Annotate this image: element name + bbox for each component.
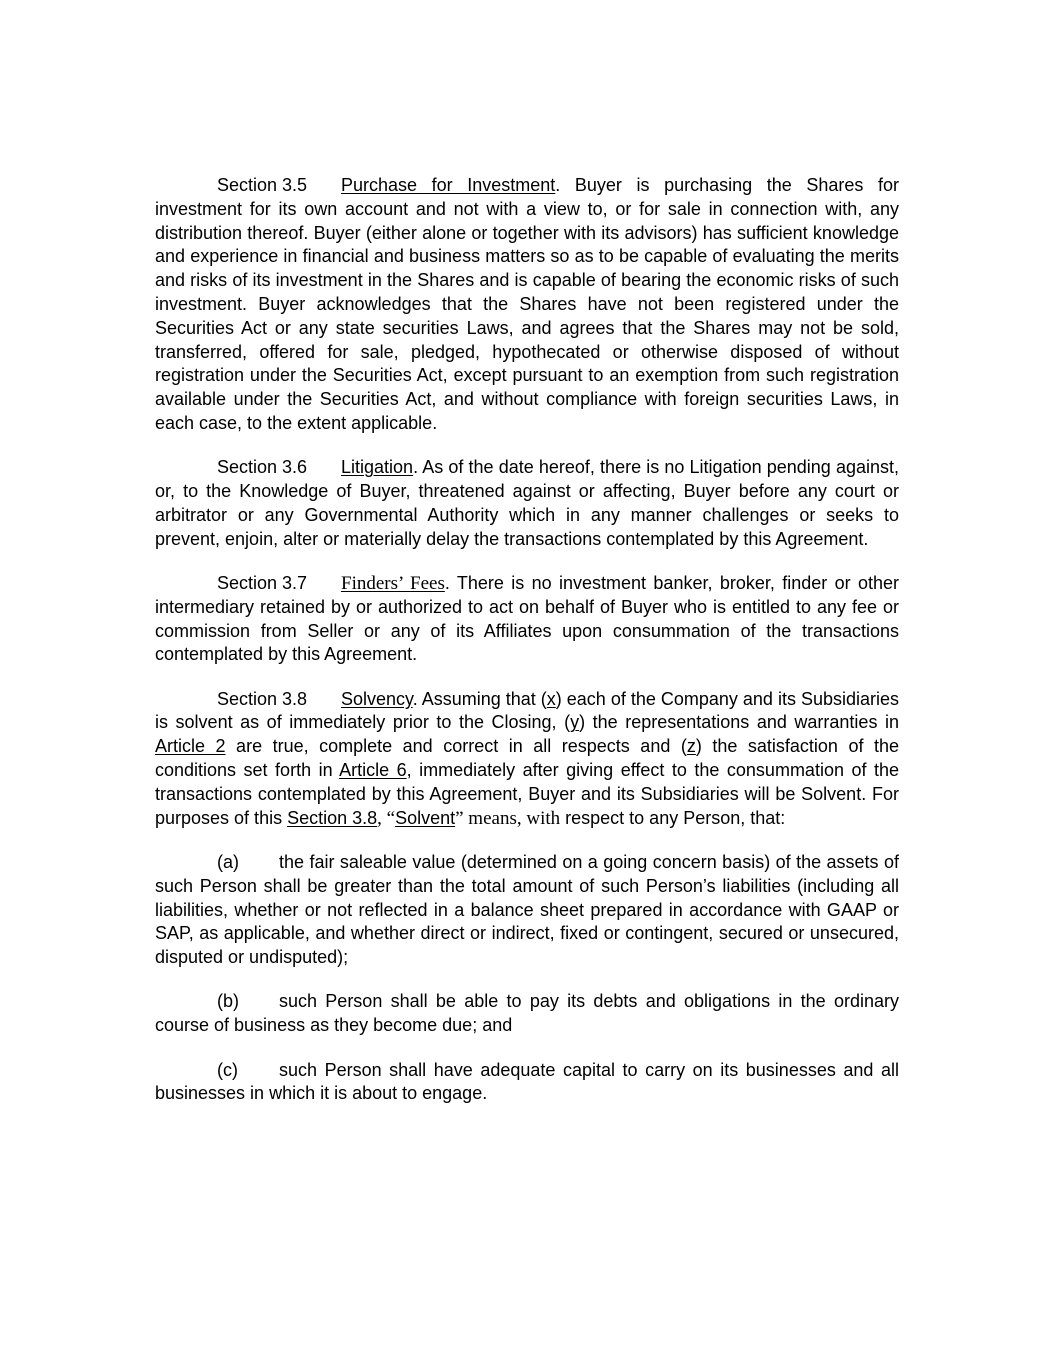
subsection-b xyxy=(155,990,899,1038)
subsection-label: (a) xyxy=(217,851,239,872)
section-text: ” means, with xyxy=(455,807,561,829)
subsection-text: the fair saleable value (determined on a going concern basis) of the assets of such Person shall be greater than the total amount of such Person’s liabilities (including all liabilities, whether or not reflected in a balance sheet prepared in accordance with GAAP or SAP, as applicable, and whether direct or indirect, fixed or contingent, secured or unsecured, disputed or undisputed); xyxy=(155,851,899,968)
subsection-label: (b) xyxy=(217,991,239,1012)
section-number: Section 3.8 xyxy=(217,688,308,709)
section-text: ) each of the Company and its Subsidiaries is solvent as of immediately prior to the Closing, ( xyxy=(155,688,900,733)
section-number: Section 3.5 xyxy=(217,175,308,195)
section-title: Litigation xyxy=(341,457,414,478)
section-3-8 xyxy=(155,688,899,831)
section-text: , “ xyxy=(377,807,396,829)
section-number: Section 3.6 xyxy=(217,457,308,478)
section-title: Solvency xyxy=(341,688,413,709)
subsection-text: such Person shall have adequate capital to carry on its businesses and all businesses in which it is about to engage. xyxy=(155,1059,899,1104)
section-text: ) the representations and warranties in xyxy=(579,712,899,733)
section-title: Finders’ Fees xyxy=(341,572,445,594)
section-number: Section 3.7 xyxy=(217,572,308,593)
section-3-5 xyxy=(155,174,899,436)
section-text: are true, complete and correct in all respects and ( xyxy=(225,736,687,757)
section-body: . As of the date hereof, there is no Litigation pending against, or, to the Knowledge of Buyer, threatened against or affecting, Buyer before any court or arbitrator or any Governmental Authority which in any manner challenges or seeks to prevent, enjoin, alter or materially delay the transactions contemplated by this Agreement. xyxy=(155,457,899,549)
section-body: . There is no investment banker, broker, finder or other intermediary retained by or authorized to act on behalf of Buyer who is entitled to any fee or commission from Seller or any of its Affiliates upon consummation of the transactions contemplated by this Agreement. xyxy=(155,572,899,665)
article-2-reference[interactable]: Article 2 xyxy=(155,736,226,757)
section-body: . Buyer is purchasing the Shares for investment for its own account and not with a view to, or for sale in connection with, any distribution thereof. Buyer (either alone or together with its advisors) has sufficient knowledge and experience in financial and business matters so as to be capable of evaluating the merits and risks of its investment in the Shares and is capable of bearing the economic risks of such investment. Buyer acknowledges that the Shares have not been registered under the Securities Act or any state securities Laws, and agrees that the Shares may not be sold, transferred, offered for sale, pledged, hypothecated or otherwise disposed of without registration under the Securities Act, except pursuant to an exemption from such registration available under the Securities Act, and without compliance with foreign securities Laws, in each case, to the extent applicable. xyxy=(155,175,899,433)
clause-marker-y: y xyxy=(570,712,580,733)
clause-marker-x: x xyxy=(546,688,556,709)
section-3-6 xyxy=(155,456,899,551)
section-title: Purchase for Investment xyxy=(341,175,556,195)
section-text: respect to any Person, that: xyxy=(560,807,786,828)
subsection-c xyxy=(155,1059,899,1107)
article-6-reference[interactable]: Article 6 xyxy=(339,760,407,781)
subsection-label: (c) xyxy=(217,1059,238,1080)
section-3-7 xyxy=(155,572,899,667)
section-text: . Assuming that ( xyxy=(412,688,547,709)
defined-term-solvent: Solvent xyxy=(395,807,456,828)
subsection-text: such Person shall be able to pay its debts and obligations in the ordinary course of business as they become due; and xyxy=(155,991,899,1036)
section-3-8-reference[interactable]: Section 3.8 xyxy=(287,807,378,828)
section-text: , immediately after giving effect to the consummation of the transactions contemplated by this Agreement, Buyer and its Subsidiaries will be Solvent. For purposes of this xyxy=(155,760,899,828)
subsection-a xyxy=(155,851,899,970)
clause-marker-z: z xyxy=(686,736,696,757)
document-page xyxy=(155,174,899,1127)
section-text: ) the satisfaction of the conditions set forth in xyxy=(155,736,899,781)
